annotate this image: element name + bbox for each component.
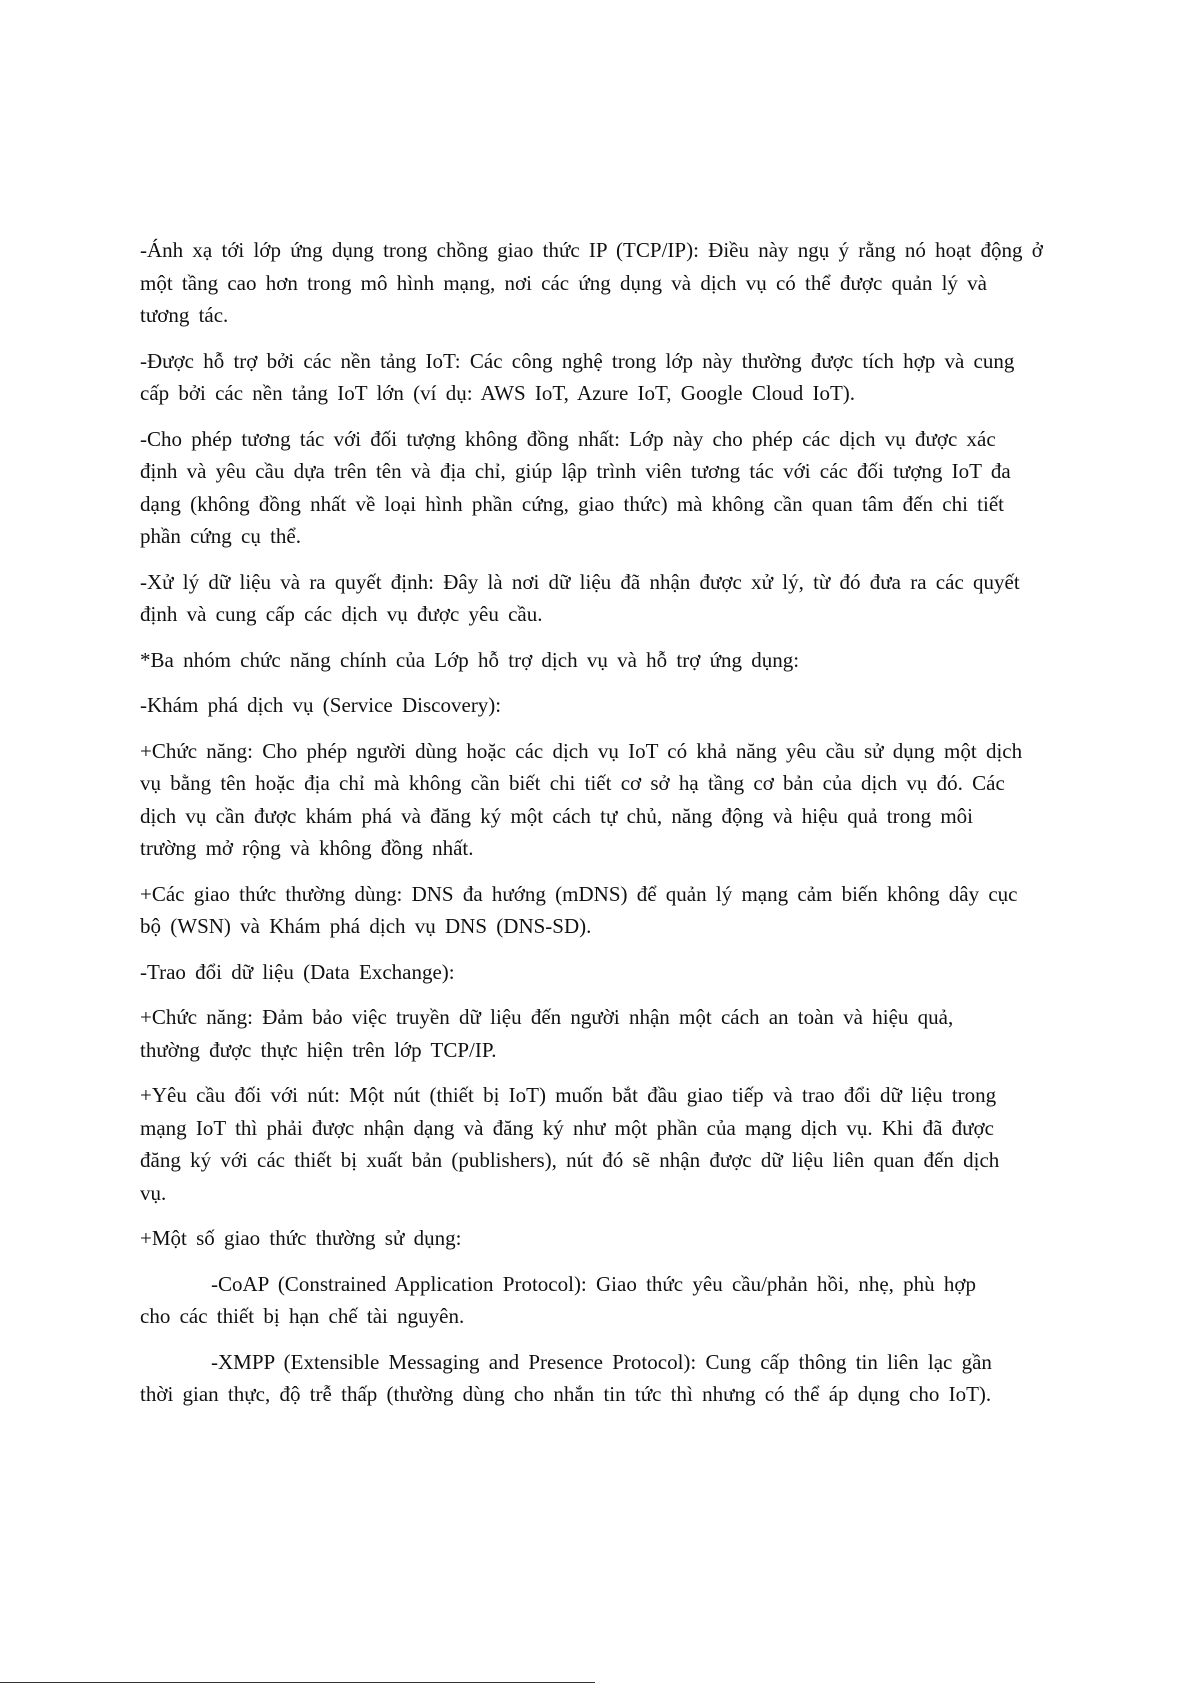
text-line: -Trao đổi dữ liệu (Data Exchange): [140,959,455,984]
paragraph-service-discovery-function [140,735,1180,865]
paragraph-mapping-tcpip [140,234,1180,332]
text-line: định và yêu cầu dựa trên tên và địa chỉ, giúp lập trình viên tương tác với các đối tượng IoT đa [140,459,1011,483]
text-line: +Một số giao thức thường sử dụng: [140,1226,462,1250]
paragraph-data-processing [140,566,1180,631]
text-line: +Các giao thức thường dùng: DNS đa hướng (mDNS) để quản lý mạng cảm biến không dây cục [140,881,1018,906]
paragraph-node-requirements [140,1079,1180,1209]
text-line: dạng (không đồng nhất về loại hình phần cứng, giao thức) mà không cần quan tâm đến chi tiết [140,491,1004,516]
footnote-separator [0,1682,595,1683]
text-line: dịch vụ cần được khám phá và đăng ký một cách tự chủ, năng động và hiệu quả trong môi [140,803,974,828]
paragraph-three-groups-heading [140,644,1180,677]
text-line: -XMPP (Extensible Messaging and Presence Protocol): Cung cấp thông tin liên lạc gần [211,1349,992,1374]
text-line: -CoAP (Constrained Application Protocol): Giao thức yêu cầu/phản hồi, nhẹ, phù hợp [211,1271,977,1296]
text-line: +Yêu cầu đối với nút: Một nút (thiết bị IoT) muốn bắt đầu giao tiếp và trao đổi dữ liệu trong [140,1083,997,1107]
text-line: thời gian thực, độ trễ thấp (thường dùng cho nhắn tin tức thì nhưng có thể áp dụng cho IoT). [140,1382,992,1406]
text-line: vụ. [140,1180,167,1205]
paragraph-heterogeneous-objects [140,423,1180,553]
paragraph-coap [140,1268,1180,1333]
text-line: cho các thiết bị hạn chế tài nguyên. [140,1304,465,1328]
paragraph-iot-platforms [140,345,1180,410]
text-line: cấp bởi các nền tảng IoT lớn (ví dụ: AWS IoT, Azure IoT, Google Cloud IoT). [140,381,856,405]
text-line: mạng IoT thì phải được nhận dạng và đăng ký như một phần của mạng dịch vụ. Khi đã được [140,1115,994,1140]
text-line: đăng ký với các thiết bị xuất bản (publishers), nút đó sẽ nhận được dữ liệu liên quan đến dịch [140,1148,1000,1172]
text-line: một tầng cao hơn trong mô hình mạng, nơi các ứng dụng và dịch vụ có thể được quản lý và [140,270,987,295]
paragraph-service-discovery-protocols [140,878,1180,943]
text-line: trường mở rộng và không đồng nhất. [140,836,474,860]
text-line: tương tác. [140,303,229,327]
text-line: -Ánh xạ tới lớp ứng dụng trong chồng giao thức IP (TCP/IP): Điều này ngụ ý rằng nó hoạt động ở [140,238,1043,262]
paragraph-common-protocols-heading [140,1222,1180,1255]
text-line: -Được hỗ trợ bởi các nền tảng IoT: Các công nghệ trong lớp này thường được tích hợp và cung [140,348,1015,373]
document-body [140,234,1180,1424]
text-line: -Khám phá dịch vụ (Service Discovery): [140,693,502,717]
text-line: -Cho phép tương tác với đối tượng không đồng nhất: Lớp này cho phép các dịch vụ được xác [140,426,996,451]
paragraph-service-discovery-heading [140,689,1180,722]
paragraph-xmpp [140,1346,1180,1411]
paragraph-data-exchange-heading [140,956,1180,989]
text-line: phần cứng cụ thể. [140,524,301,548]
text-line: bộ (WSN) và Khám phá dịch vụ DNS (DNS-SD). [140,914,592,938]
text-line: định và cung cấp các dịch vụ được yêu cầu. [140,602,543,626]
paragraph-data-exchange-function [140,1001,1180,1066]
text-line: +Chức năng: Cho phép người dùng hoặc các dịch vụ IoT có khả năng yêu cầu sử dụng một dịch [140,738,1023,763]
text-line: thường được thực hiện trên lớp TCP/IP. [140,1037,497,1062]
text-line: +Chức năng: Đảm bảo việc truyền dữ liệu đến người nhận một cách an toàn và hiệu quả, [140,1005,954,1029]
text-line: vụ bằng tên hoặc địa chỉ mà không cần biết chi tiết cơ sở hạ tầng cơ bản của dịch vụ đó. Các [140,771,1005,795]
text-line: *Ba nhóm chức năng chính của Lớp hỗ trợ dịch vụ và hỗ trợ ứng dụng: [140,647,800,672]
text-line: -Xử lý dữ liệu và ra quyết định: Đây là nơi dữ liệu đã nhận được xử lý, từ đó đưa ra các quyết [140,569,1020,594]
